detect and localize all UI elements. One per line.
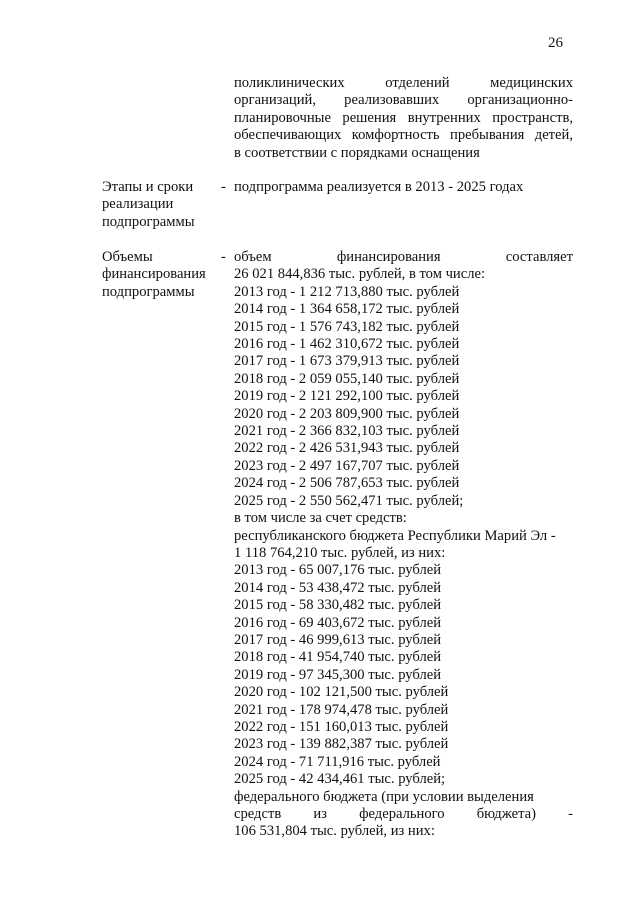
volumes-head-line — [234, 249, 573, 266]
republic-source-line: республиканского бюджета Республики Марий Эл - — [234, 527, 556, 544]
label-line: Объемы — [102, 249, 153, 265]
stages-text — [234, 179, 573, 196]
intro-line: поликлинических отделений медицинских — [234, 75, 573, 91]
year-line-republic: 2013 год - 65 007,176 тыс. рублей — [234, 562, 442, 579]
year-line-republic: 2016 год - 69 403,672 тыс. рублей — [234, 614, 442, 631]
federal-word: - — [568, 806, 573, 822]
year-line-republic: 2025 год - 42 434,461 тыс. рублей; — [234, 771, 446, 788]
federal-source-line-2 — [234, 806, 573, 823]
year-line-total: 2024 год - 2 506 787,653 тыс. рублей — [234, 475, 460, 492]
year-line-republic: 2023 год - 139 882,387 тыс. рублей — [234, 736, 449, 753]
federal-word: из — [313, 806, 327, 822]
label-line: подпрограммы — [102, 283, 195, 300]
year-line-total: 2020 год - 2 203 809,900 тыс. рублей — [234, 405, 460, 422]
federal-word: средств — [234, 806, 282, 822]
year-line-republic: 2022 год - 151 160,013 тыс. рублей — [234, 718, 449, 735]
year-line-republic: 2019 год - 97 345,300 тыс. рублей — [234, 666, 442, 683]
year-line-total: 2013 год - 1 212 713,880 тыс. рублей — [234, 283, 460, 300]
year-line-total: 2021 год - 2 366 832,103 тыс. рублей — [234, 423, 460, 440]
stages-label — [102, 179, 220, 231]
intro-paragraph — [234, 75, 573, 162]
federal-total-line: 106 531,804 тыс. рублей, из них: — [234, 823, 435, 840]
intro-line: в соответствии с порядками оснащения — [234, 144, 480, 161]
intro-line: обеспечивающих комфортность пребывания детей, — [234, 127, 573, 144]
year-line-total: 2022 год - 2 426 531,943 тыс. рублей — [234, 440, 460, 457]
year-line-republic: 2017 год - 46 999,613 тыс. рублей — [234, 631, 442, 648]
year-line-total: 2016 год - 1 462 310,672 тыс. рублей — [234, 336, 460, 353]
federal-source-line: федерального бюджета (при условии выделения — [234, 788, 534, 805]
year-line-total: 2014 год - 1 364 658,172 тыс. рублей — [234, 301, 460, 318]
year-line-republic: 2024 год - 71 711,916 тыс. рублей — [234, 753, 441, 770]
year-line-total: 2018 год - 2 059 055,140 тыс. рублей — [234, 370, 460, 387]
republic-total-line: 1 118 764,210 тыс. рублей, из них: — [234, 544, 446, 561]
volumes-dash: - — [221, 249, 226, 265]
intro-line: планировочные решения внутренних пространств, — [234, 109, 573, 126]
page-number: 26 — [548, 35, 563, 51]
label-line: Этапы и сроки — [102, 179, 194, 195]
stages-line: подпрограмма реализуется в 2013 - 2025 годах — [234, 179, 524, 195]
year-line-total: 2023 год - 2 497 167,707 тыс. рублей — [234, 457, 460, 474]
head-word: финансирования — [336, 249, 441, 265]
federal-word: бюджета) — [476, 806, 536, 822]
volumes-total: 26 021 844,836 тыс. рублей, в том числе: — [234, 266, 486, 283]
stages-dash: - — [221, 179, 226, 195]
including-line: в том числе за счет средств: — [234, 510, 407, 527]
federal-word: федерального — [359, 806, 445, 822]
label-line: реализации — [102, 196, 174, 213]
volumes-content — [234, 249, 573, 841]
label-line: подпрограммы — [102, 213, 195, 230]
year-line-republic: 2014 год - 53 438,472 тыс. рублей — [234, 579, 442, 596]
year-line-republic: 2015 год - 58 330,482 тыс. рублей — [234, 597, 442, 614]
year-line-total: 2017 год - 1 673 379,913 тыс. рублей — [234, 353, 460, 370]
year-line-republic: 2018 год - 41 954,740 тыс. рублей — [234, 649, 442, 666]
label-line: финансирования — [102, 266, 206, 283]
intro-line: организаций, реализовавших организационно- — [234, 92, 573, 109]
year-line-total: 2025 год - 2 550 562,471 тыс. рублей; — [234, 492, 464, 509]
volumes-label — [102, 249, 220, 301]
head-word: составляет — [505, 249, 573, 265]
year-line-republic: 2020 год - 102 121,500 тыс. рублей — [234, 684, 449, 701]
year-line-total: 2015 год - 1 576 743,182 тыс. рублей — [234, 318, 460, 335]
year-line-total: 2019 год - 2 121 292,100 тыс. рублей — [234, 388, 460, 405]
head-word: объем — [234, 249, 272, 265]
year-line-republic: 2021 год - 178 974,478 тыс. рублей — [234, 701, 449, 718]
